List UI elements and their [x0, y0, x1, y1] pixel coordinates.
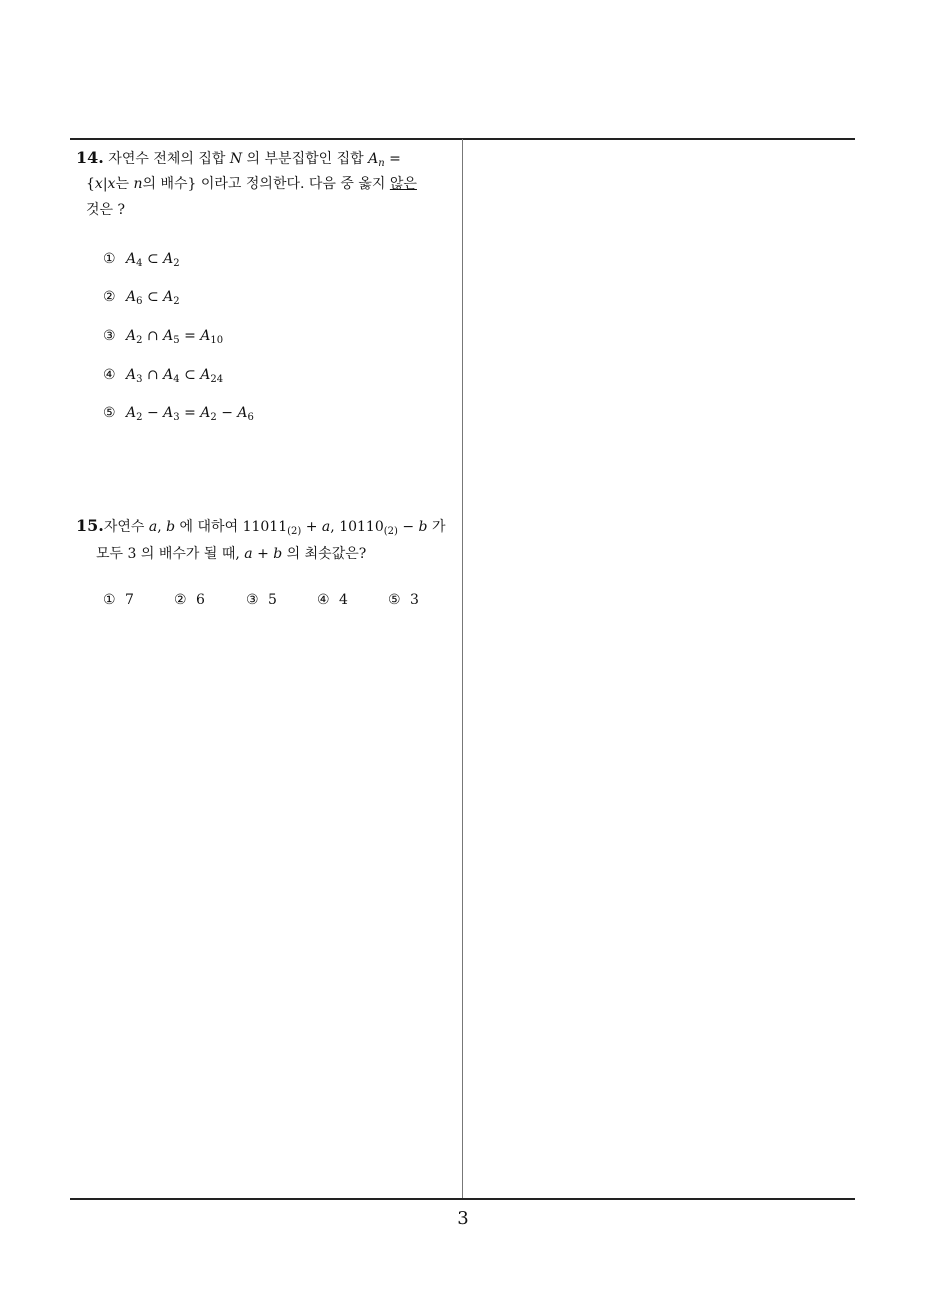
set-bar: |	[102, 176, 108, 192]
column-divider	[462, 139, 463, 1199]
math-operator: ⊂	[142, 251, 164, 267]
choice-number: ②	[174, 592, 187, 608]
question-14-text: 는	[115, 176, 134, 192]
math-operator: ∩	[142, 328, 164, 344]
q14-choice-3	[103, 328, 223, 346]
math-a: a	[148, 519, 158, 535]
choice-number: ②	[103, 289, 116, 305]
math-subscript: 2	[173, 296, 180, 307]
choice-number: ③	[103, 328, 116, 344]
math-a: a	[321, 519, 331, 535]
question-15-number: 15.	[76, 516, 104, 535]
math-A: A	[163, 289, 174, 305]
q15-choice-3	[246, 592, 277, 608]
math-subscript: 6	[247, 412, 254, 423]
math-operator: ⊂	[179, 367, 201, 383]
base-subscript: (2)	[287, 526, 302, 537]
math-A: A	[126, 289, 137, 305]
math-A: A	[237, 405, 248, 421]
math-operator: −	[142, 405, 164, 421]
choice-value: 5	[268, 592, 277, 608]
math-subscript: 24	[210, 374, 224, 385]
math-equals: =	[384, 151, 401, 167]
math-subscript: 6	[136, 296, 143, 307]
choice-number: ③	[246, 592, 259, 608]
q14-choice-1	[103, 251, 180, 269]
math-a: a	[244, 546, 253, 562]
q15-choice-5	[388, 592, 419, 608]
math-subscript: 3	[136, 374, 143, 385]
math-operator: +	[301, 519, 322, 535]
question-14-number: 14.	[76, 148, 104, 167]
math-subscript: 5	[173, 335, 180, 346]
q14-choice-4	[103, 367, 223, 385]
set-brace-open: {	[86, 176, 95, 192]
question-14-line-1	[76, 148, 401, 174]
math-subscript: 2	[173, 258, 180, 269]
choice-value: 4	[339, 592, 348, 608]
base-subscript: (2)	[383, 526, 398, 537]
binary-number: 10110	[339, 519, 384, 535]
q14-choice-2	[103, 289, 180, 307]
math-n: n	[133, 176, 143, 192]
underlined-word: 않은	[389, 176, 417, 192]
choice-number: ④	[317, 592, 330, 608]
math-x: x	[94, 176, 103, 192]
math-subscript: 2	[210, 412, 217, 423]
math-b: b	[418, 519, 428, 535]
bottom-rule	[70, 1198, 855, 1200]
math-operator: ⊂	[142, 289, 164, 305]
set-brace-close: }	[187, 176, 197, 192]
choice-value: 3	[410, 592, 419, 608]
math-operator: −	[397, 519, 419, 535]
math-b: b	[273, 546, 283, 562]
math-A: A	[126, 251, 137, 267]
math-subscript: 4	[173, 374, 180, 385]
math-A: A	[368, 151, 379, 167]
question-14-line-3	[86, 200, 125, 220]
math-subscript: 2	[136, 412, 143, 423]
math-N: N	[229, 151, 243, 167]
choice-number: ⑤	[103, 405, 116, 421]
question-15-text: 가	[427, 519, 446, 535]
question-15-text: 에 대하여	[175, 519, 243, 535]
math-operator: =	[179, 328, 201, 344]
choice-value: 6	[196, 592, 205, 608]
q15-choice-1	[103, 592, 134, 608]
math-x: x	[107, 176, 116, 192]
question-15-text: 의 최솟값은?	[282, 546, 367, 562]
math-A: A	[126, 405, 137, 421]
choice-number: ④	[103, 367, 116, 383]
question-15-text: 모두 3 의 배수가 될 때,	[96, 546, 245, 562]
page-number: 3	[457, 1208, 469, 1229]
math-subscript: 2	[136, 335, 143, 346]
math-subscript: 10	[210, 335, 224, 346]
question-14-text: 의 부분집합인 집합	[242, 151, 369, 167]
math-A: A	[163, 367, 174, 383]
math-subscript: n	[378, 158, 385, 169]
question-14-text: 이라고 정의한다. 다음 중 옳지	[196, 176, 390, 192]
choice-number: ①	[103, 592, 116, 608]
math-A: A	[200, 405, 211, 421]
math-subscript: 3	[173, 412, 180, 423]
math-subscript: 4	[136, 258, 143, 269]
q15-choice-4	[317, 592, 348, 608]
math-A: A	[163, 251, 174, 267]
math-A: A	[163, 405, 174, 421]
math-A: A	[200, 367, 211, 383]
math-operator: ∩	[142, 367, 164, 383]
math-comma: ,	[330, 519, 340, 535]
question-14-text: 자연수 전체의 집합	[108, 151, 230, 167]
math-A: A	[126, 367, 137, 383]
math-A: A	[200, 328, 211, 344]
math-A: A	[126, 328, 137, 344]
question-15-text: 자연수	[103, 519, 149, 535]
choice-number: ①	[103, 251, 116, 267]
math-b: b	[166, 519, 176, 535]
question-14-line-2	[86, 174, 417, 194]
choice-number: ⑤	[388, 592, 401, 608]
math-comma: ,	[157, 519, 167, 535]
question-15-line-1	[76, 516, 446, 542]
math-A: A	[163, 328, 174, 344]
choice-value: 7	[125, 592, 134, 608]
question-14-text: 의 배수	[142, 176, 188, 192]
math-operator: +	[252, 546, 274, 562]
binary-number: 11011	[242, 519, 288, 535]
question-14-text: 것은 ?	[86, 202, 126, 218]
question-15-line-2	[96, 544, 366, 564]
q15-choice-2	[174, 592, 205, 608]
q14-choice-5	[103, 405, 254, 423]
math-operator: =	[179, 405, 201, 421]
math-operator: −	[216, 405, 238, 421]
